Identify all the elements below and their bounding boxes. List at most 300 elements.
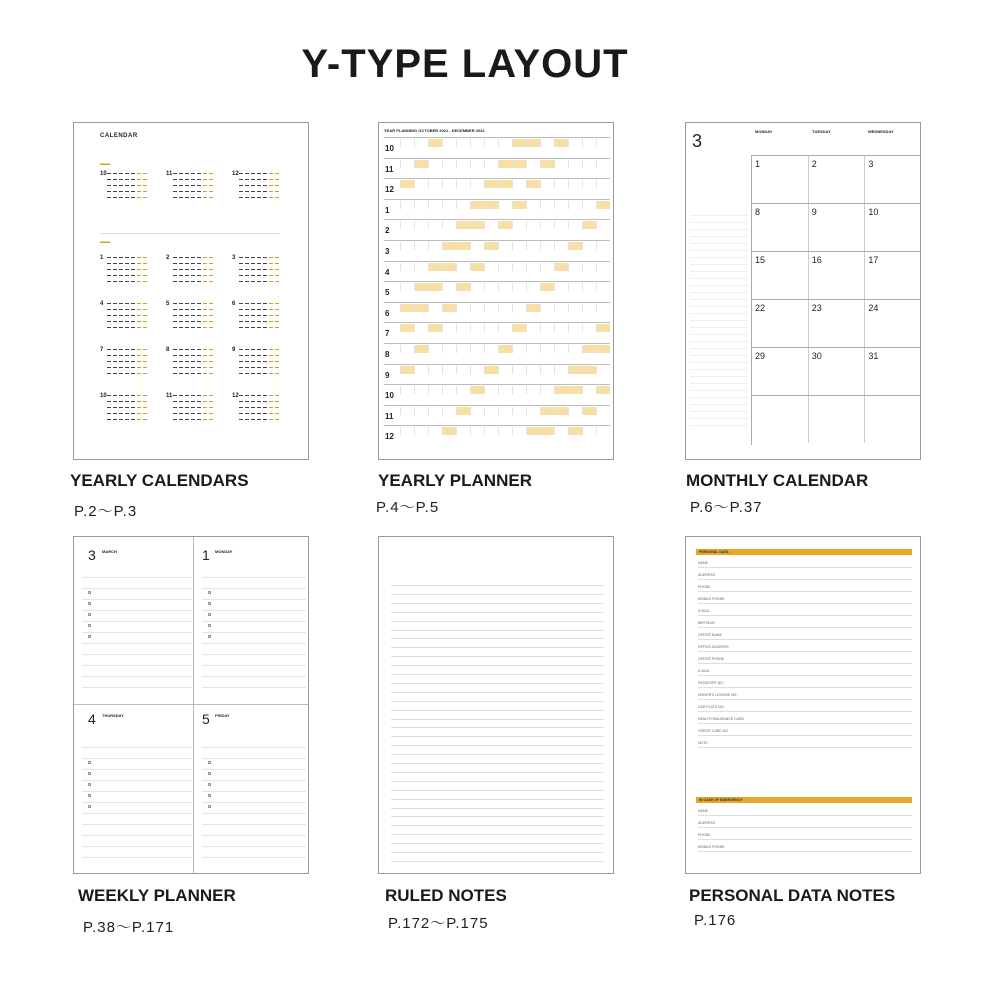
field-line [698,827,912,828]
mini-month-grid [173,393,213,423]
mini-day [197,349,201,350]
mini-day [239,309,243,310]
weekly-planner-preview [73,536,309,874]
section-title: PERSONAL DATA [699,550,729,554]
side-day-line [690,237,748,244]
mini-day [245,263,249,264]
mini-day [197,263,201,264]
ruled-line [391,692,604,693]
mini-day [143,315,147,316]
planner-day-cell [400,283,414,291]
month-grid [751,155,921,445]
planner-day-cell [596,366,610,374]
planner-day-cell [596,283,610,291]
mini-day [113,321,117,322]
day-label: THURSDAY [102,713,124,718]
mini-day [257,361,261,362]
mini-day [209,407,213,408]
planner-month-row [384,343,610,364]
mini-day [191,395,195,396]
mini-day [107,269,111,270]
month-day-number: 31 [868,351,879,361]
mini-day [119,413,123,414]
mini-day [173,373,177,374]
mini-day [185,367,189,368]
mini-day [137,191,141,192]
mini-day [185,263,189,264]
mini-day [275,373,279,374]
mini-day [191,257,195,258]
planner-day-cell [400,160,414,168]
day-header: MONDAY [755,129,773,134]
mini-day [179,303,183,304]
mini-day [125,269,129,270]
mini-day [209,355,213,356]
mini-day [197,327,201,328]
ruled-line [391,790,604,791]
mini-day [257,327,261,328]
mini-month-number: 9 [232,347,236,353]
mini-day [173,257,177,258]
field-label: ADDRESS [698,573,715,577]
mini-day [131,275,135,276]
planner-day-cell [498,407,512,415]
mini-day [209,173,213,174]
mini-week [173,325,213,331]
mini-month-number: 2 [166,255,170,261]
planner-day-cell [512,407,526,415]
planner-day-cells [400,386,610,394]
mini-day [197,173,201,174]
planner-day-cell [526,407,540,415]
field-label: BIRTHDAY [698,621,716,625]
planner-day-cell [568,263,582,271]
planner-day-cell [414,345,428,353]
mini-day [191,269,195,270]
mini-day [203,407,207,408]
page-title: Y-TYPE LAYOUT [301,42,629,86]
mini-day [245,269,249,270]
mini-day [239,303,243,304]
planner-day-cells [400,201,610,209]
mini-day [107,373,111,374]
mini-month-number: 11 [166,393,173,399]
mini-day [275,257,279,258]
mini-day [203,263,207,264]
planner-day-cell [582,242,596,250]
mini-day [119,315,123,316]
planner-day-cell [540,180,554,188]
mini-day [191,315,195,316]
mini-day [257,355,261,356]
planner-day-cells [400,283,610,291]
planner-day-cell [484,345,498,353]
mini-day [179,185,183,186]
mini-day [251,367,255,368]
mini-day [137,257,141,258]
mini-day [179,419,183,420]
mini-day [197,361,201,362]
mini-month-number: 7 [100,347,104,353]
mini-day [125,257,129,258]
mini-day [251,419,255,420]
weekly-rule [202,824,306,825]
mini-day [245,327,249,328]
mini-day [203,315,207,316]
planner-day-cell [596,324,610,332]
planner-day-cell [498,427,512,435]
planner-day-cell [582,283,596,291]
day-label: FRIDAY [215,713,230,718]
mini-day [113,395,117,396]
month-number: 3 [692,131,703,151]
mini-month-grid [107,393,147,423]
mini-day [239,349,243,350]
planner-day-cell [414,283,428,291]
mini-day [137,197,141,198]
ruled-line [391,754,604,755]
planner-day-cell [456,160,470,168]
mini-day [119,257,123,258]
mini-day [113,361,117,362]
day-number: 3 [88,547,96,563]
weekly-rule [82,747,192,748]
planner-day-cell [484,160,498,168]
mini-day [251,321,255,322]
weekly-rule [82,599,192,600]
day-number: 1 [202,547,210,563]
mini-day [275,269,279,270]
weekly-rule [82,769,192,770]
mini-day [209,275,213,276]
mini-month-grid [173,171,213,201]
planner-day-cell [470,366,484,374]
mini-day [107,321,111,322]
mini-day [239,361,243,362]
planner-day-cell [526,180,540,188]
planner-header: YEAR PLANNING OCTOBER 2021 - DECEMBER 2022 [384,128,485,133]
mini-day [107,355,111,356]
mini-day [263,269,267,270]
planner-day-cell [428,366,442,374]
mini-day [245,373,249,374]
mini-day [251,275,255,276]
mini-day [275,179,279,180]
planner-day-cell [526,304,540,312]
mini-day [131,173,135,174]
mini-day [107,281,111,282]
month-day-cell [865,299,921,347]
side-day-line [690,223,748,230]
mini-day [245,173,249,174]
planner-day-cells [400,427,610,435]
planner-day-cell [484,324,498,332]
mini-day [197,395,201,396]
section-title: IN CASE OF EMERGENCY [699,798,743,802]
caption-ruled-notes: RULED NOTES [385,886,507,905]
mini-day [191,263,195,264]
mini-day [179,269,183,270]
task-checkbox [208,805,211,808]
mini-day [245,191,249,192]
ruled-line [391,799,604,800]
month-day-number: 22 [755,303,766,313]
mini-day [275,281,279,282]
mini-day [191,309,195,310]
mini-day [113,197,117,198]
mini-day [107,179,111,180]
side-day-line [690,321,748,328]
weekly-rule [82,610,192,611]
planner-month-row [384,384,610,405]
planner-day-cell [498,324,512,332]
ruled-line [391,736,604,737]
day-label: MONDAY [215,549,233,554]
planner-day-cell [428,160,442,168]
month-day-number: 2 [811,159,817,169]
mini-day [185,419,189,420]
weekly-rule [202,791,306,792]
planner-day-cell [568,221,582,229]
planner-day-cell [596,242,610,250]
pages-yearly-calendars: P.2～P.3 [74,503,138,520]
mini-month-number: 11 [166,171,173,177]
mini-day [269,281,273,282]
mini-day [143,395,147,396]
planner-day-cell [414,221,428,229]
mini-day [197,373,201,374]
weekly-rule [202,747,306,748]
weekly-rule [82,676,192,677]
planner-day-cell [582,324,596,332]
field-label: MOBILE PHONE [698,845,725,849]
mini-day [269,315,273,316]
mini-week [239,325,279,331]
ruled-line [391,674,604,675]
planner-day-cell [456,221,470,229]
mini-day [197,197,201,198]
mini-day [209,197,213,198]
planner-day-cell [526,366,540,374]
mini-day [143,173,147,174]
planner-day-cell [442,283,456,291]
planner-month-number: 6 [385,308,390,318]
mini-month-grid [239,171,279,201]
mini-day [107,263,111,264]
mini-day [239,373,243,374]
mini-day [131,179,135,180]
planner-day-cell [568,427,582,435]
mini-day [119,395,123,396]
mini-day [119,173,123,174]
planner-day-cell [442,427,456,435]
month-day-number: 16 [811,255,822,265]
weekly-rule [82,835,192,836]
planner-day-cell [498,263,512,271]
mini-day [263,263,267,264]
mini-day [251,197,255,198]
ruled-line [391,585,604,586]
week-quadrant [194,705,309,874]
mini-day [185,373,189,374]
mini-day [107,361,111,362]
mini-day [263,281,267,282]
mini-day [143,349,147,350]
side-day-line [690,335,748,342]
mini-day [191,275,195,276]
ruled-line [391,745,604,746]
mini-day [257,349,261,350]
mini-day [179,395,183,396]
mini-day [203,367,207,368]
mini-day [125,197,129,198]
mini-day [143,413,147,414]
weekly-rule [202,835,306,836]
month-day-number: 17 [868,255,879,265]
planner-month-number: 10 [385,144,394,153]
planner-day-cell [526,263,540,271]
field-line [698,591,912,592]
planner-day-cell [554,386,568,394]
planner-day-cell [512,221,526,229]
planner-day-cell [554,407,568,415]
mini-day [275,173,279,174]
mini-day [143,179,147,180]
mini-day [113,401,117,402]
planner-month-number: 11 [385,411,394,421]
mini-day [191,419,195,420]
mini-day [119,275,123,276]
mini-day [257,257,261,258]
field-label: CAR PLATE NO. [698,705,725,709]
side-day-line [690,293,748,300]
mini-day [203,355,207,356]
planner-day-cell [540,221,554,229]
mini-day [275,395,279,396]
planner-month-row [384,178,610,199]
month-day-cell [809,395,866,443]
mini-day [191,327,195,328]
mini-day [203,281,207,282]
planner-day-cell [526,242,540,250]
mini-day [251,361,255,362]
planner-day-cell [498,139,512,147]
mini-day [113,419,117,420]
planner-day-cell [512,427,526,435]
mini-day [131,355,135,356]
mini-day [239,367,243,368]
mini-day [179,275,183,276]
mini-day [131,269,135,270]
field-label: OFFICE PHONE [698,657,725,661]
weekly-rule [82,758,192,759]
mini-day [209,395,213,396]
planner-day-cell [456,180,470,188]
side-day-line [690,209,748,216]
mini-day [209,309,213,310]
planner-day-cell [414,139,428,147]
mini-month-grid [107,171,147,201]
planner-day-cell [428,345,442,353]
planner-day-cell [470,242,484,250]
ruled-line [391,808,604,809]
mini-day [209,303,213,304]
planner-day-cell [512,283,526,291]
mini-day [263,367,267,368]
mini-week [239,195,279,201]
ruled-line [391,665,604,666]
weekly-rule [82,813,192,814]
mini-day [245,367,249,368]
planner-day-cell [400,324,414,332]
field-line [698,735,912,736]
mini-day [119,269,123,270]
planner-day-cell [596,407,610,415]
planner-day-cell [456,407,470,415]
mini-day [245,281,249,282]
mini-day [251,327,255,328]
planner-day-cell [470,324,484,332]
mini-day [119,281,123,282]
mini-day [119,407,123,408]
mini-day [275,367,279,368]
mini-day [125,321,129,322]
mini-day [263,407,267,408]
mini-day [245,197,249,198]
planner-day-cell [512,242,526,250]
planner-day-cell [568,304,582,312]
side-day-line [690,265,748,272]
mini-day [257,263,261,264]
field-line [698,687,912,688]
planner-day-cell [596,160,610,168]
task-checkbox [88,794,91,797]
planner-day-cell [540,407,554,415]
caption-monthly-calendar: MONTHLY CALENDAR [686,471,869,490]
side-day-line [690,349,748,356]
planner-day-cells [400,345,610,353]
pages-personal-data-notes: P.176 [694,912,737,929]
mini-day [209,257,213,258]
mini-day [263,303,267,304]
mini-day [197,315,201,316]
field-label: OFFICE NAME [698,633,722,637]
planner-day-cells [400,304,610,312]
mini-day [137,303,141,304]
planner-month-number: 11 [385,164,394,174]
weekly-rule [202,577,306,578]
mini-day [275,263,279,264]
mini-day [125,419,129,420]
mini-day [173,321,177,322]
task-checkbox [208,602,211,605]
mini-day [257,309,261,310]
month-day-cell [865,203,921,251]
mini-day [131,321,135,322]
field-line [698,567,912,568]
mini-day [143,281,147,282]
mini-day [251,401,255,402]
mini-week [107,195,147,201]
mini-week [239,417,279,423]
ruled-line [391,621,604,622]
mini-day [137,395,141,396]
planner-day-cell [442,221,456,229]
planner-month-row [384,137,610,158]
mini-day [269,191,273,192]
planner-day-cell [400,407,414,415]
side-day-line [690,398,748,405]
